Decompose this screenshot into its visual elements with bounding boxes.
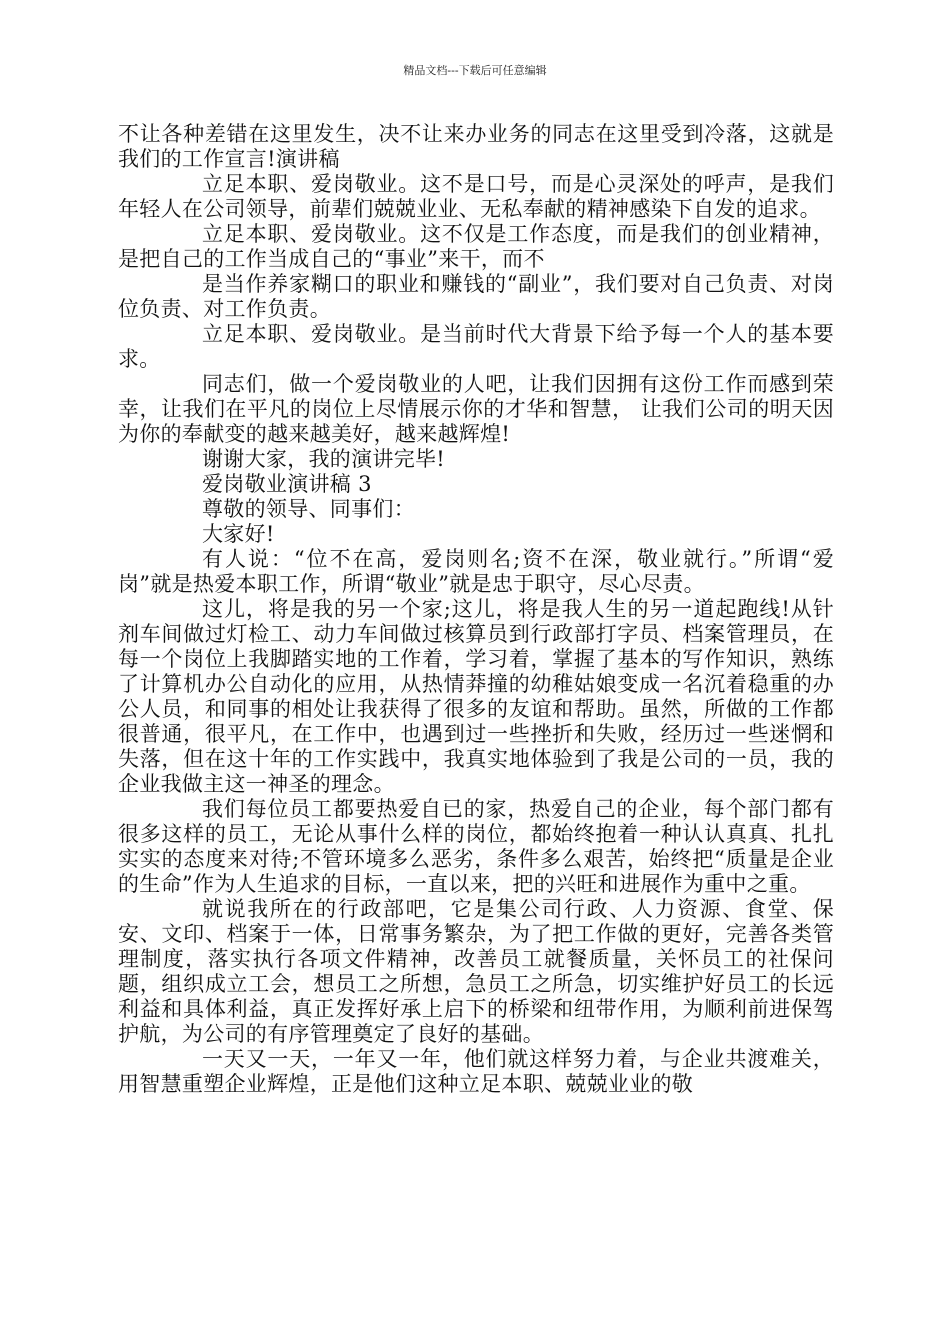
paragraph: 谢谢大家，我的演讲完毕! [202,447,446,471]
paragraph: 有人说：“位不在高，爱岗则名;资不在深，敬业就行。”所谓“爱岗”就是热爱本职工作，所谓“敬业”就是忠于职守，尽心尽责。 [118,547,834,596]
paragraph: 是当作养家糊口的职业和赚钱的“副业”，我们要对自己负责、对岗位负责、对工作负责。 [118,272,834,321]
paragraph: 我们每位员工都要热爱自已的家，热爱自己的企业，每个部门都有很多这样的员工，无论从事什么样的岗位，都始终抱着一种认认真真、扎扎实实的态度来对待;不管环境多么恶劣，条件多么艰苦，始终把“质量是企业的生命”作为人生追求的目标，一直以来，把的兴旺和进展作为重中之重。 [118,797,834,896]
document-body [118,122,834,1097]
section-title: 爱岗敬业演讲稿 3 [202,472,372,496]
paragraph: 立足本职、爱岗敬业。这不是口号，而是心灵深处的呼声，是我们年轻人在公司领导，前辈们兢兢业业、无私奉献的精神感染下自发的追求。 [118,172,834,221]
paragraph: 一天又一天，一年又一年，他们就这样努力着，与企业共渡难关，用智慧重塑企业辉煌，正是他们这种立足本职、兢兢业业的敬 [118,1047,834,1096]
paragraph: 这儿，将是我的另一个家;这儿，将是我人生的另一道起跑线!从针剂车间做过灯检工、动力车间做过核算员到行政部打字员、档案管理员，在每一个岗位上我脚踏实地的工作着，学习着，掌握了基本的写作知识，熟练了计算机办公自动化的应用，从热情莽撞的幼稚姑娘变成一名沉着稳重的办公人员，和同事的相处让我获得了很多的友谊和帮助。虽然，所做的工作都很普通，很平凡，在工作中，也遇到过一些挫折和失败，经历过一些迷惘和失落，但在这十年的工作实践中，我真实地体验到了我是公司的一员，我的企业我做主这一神圣的理念。 [118,597,834,796]
paragraph: 不让各种差错在这里发生，决不让来办业务的同志在这里受到冷落，这就是我们的工作宣言!演讲稿 [118,122,834,171]
page-header: 精品文档---下载后可任意编辑 [403,64,547,77]
paragraph: 同志们，做一个爱岗敬业的人吧，让我们因拥有这份工作而感到荣幸，让我们在平凡的岗位上尽情展示你的才华和智慧， 让我们公司的明天因为你的奉献变的越来越美好，越来越辉煌! [118,372,834,446]
salutation: 尊敬的领导、同事们： [202,497,415,521]
paragraph: 就说我所在的行政部吧，它是集公司行政、人力资源、食堂、保安、文印、档案于一体，日常事务繁杂，为了把工作做的更好，完善各类管理制度，落实执行各项文件精神，改善员工就餐质量，关怀员工的社保问题，组织成立工会，想员工之所想，急员工之所急，切实维护好员工的长远利益和具体利益，真正发挥好承上启下的桥梁和纽带作用，为顺利前进保驾护航，为公司的有序管理奠定了良好的基础。 [118,897,834,1046]
paragraph: 立足本职、爱岗敬业。是当前时代大背景下给予每一个人的基本要求。 [118,322,834,371]
greeting: 大家好! [202,522,275,546]
paragraph: 立足本职、爱岗敬业。这不仅是工作态度，而是我们的创业精神，是把自己的工作当成自己的“事业”来干，而不 [118,222,834,271]
